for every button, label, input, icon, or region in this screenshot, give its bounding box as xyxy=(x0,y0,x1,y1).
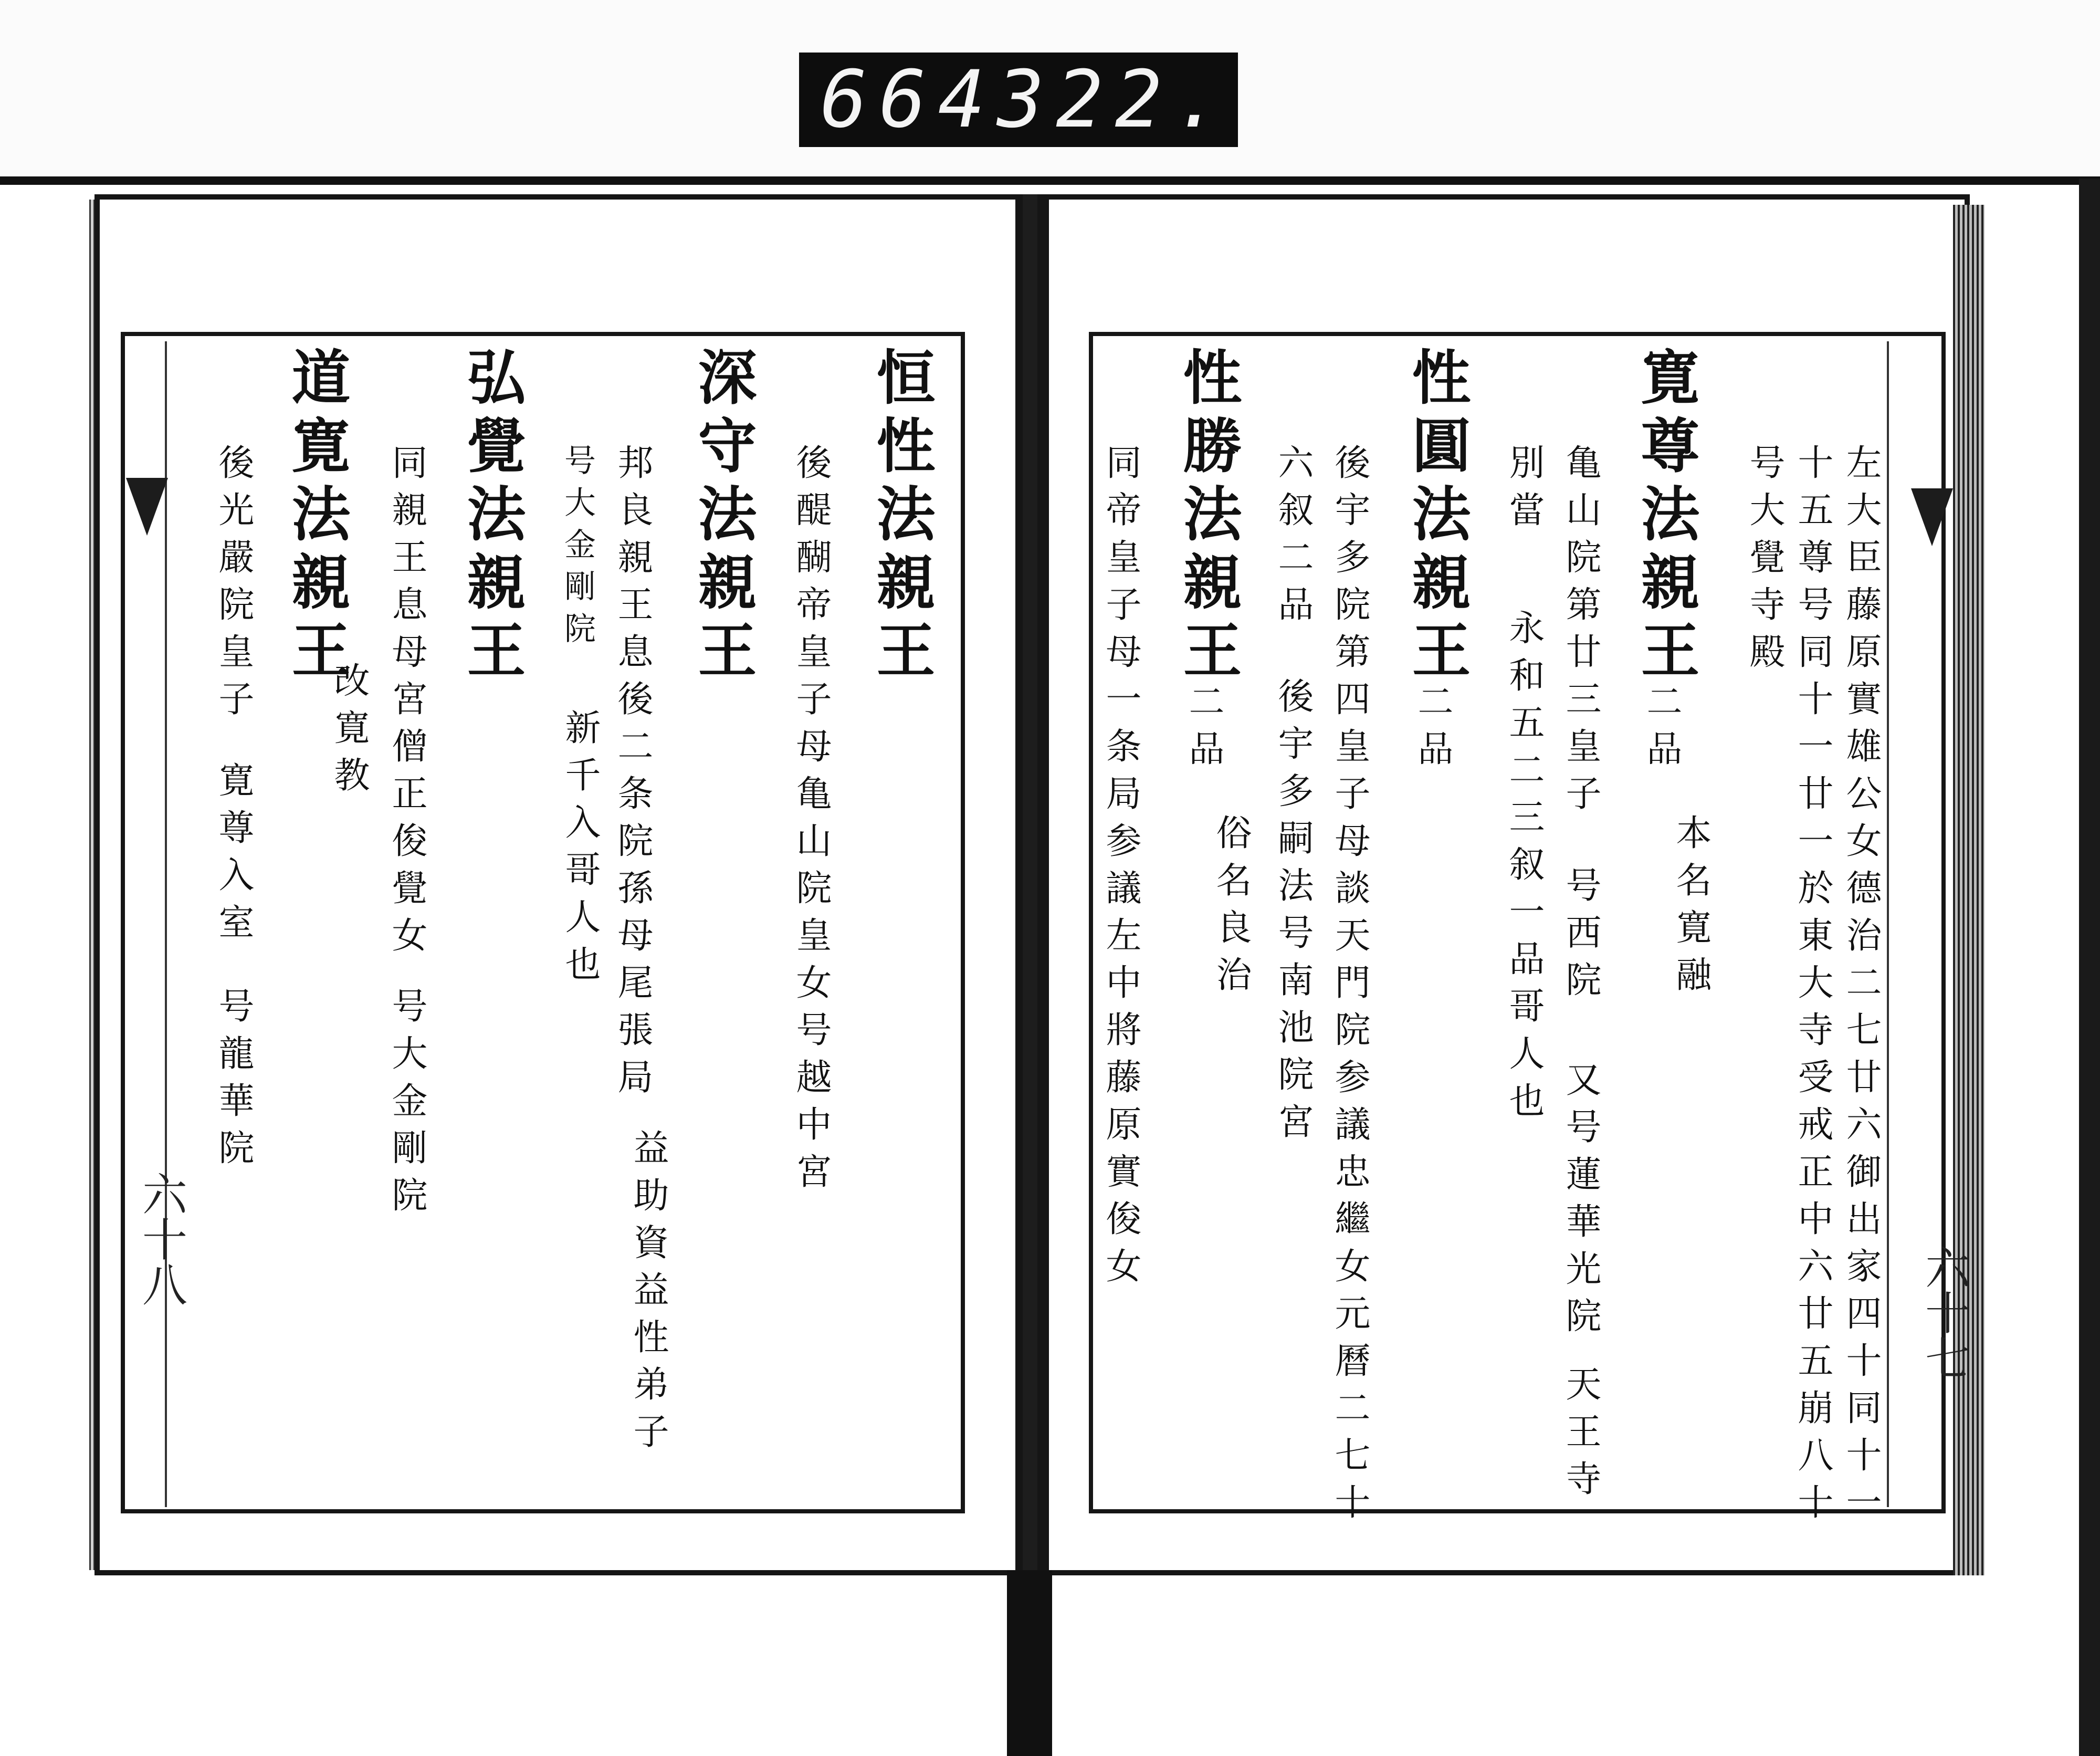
text-column: 同帝皇子母一条局参議左中將藤原實俊女 xyxy=(1100,444,1141,1294)
text-column: 十五尊号同十一廿一於東大寺受戒正中六廿五崩八十 xyxy=(1792,444,1833,1531)
text-column: 邦良親王息後二条院孫母尾張局 xyxy=(612,444,653,1105)
entry-heading: 性圓法親王 xyxy=(1402,347,1471,688)
text-column: 号大金剛院 xyxy=(386,987,427,1224)
text-column: 別當 xyxy=(1503,444,1545,538)
right-fishtail-mark xyxy=(1911,488,1953,546)
book-spine xyxy=(1007,1570,1052,1756)
entry-heading: 寛尊法親王 xyxy=(1631,347,1700,688)
text-column: 六叙二品 xyxy=(1272,444,1314,633)
text-column: 俗名良治 xyxy=(1210,814,1252,1003)
book-gutter xyxy=(1023,194,1037,1575)
microfilm-reel-label xyxy=(799,53,1238,147)
text-column: 新千入哥人也 xyxy=(559,709,601,992)
text-column: 本名寛融 xyxy=(1670,814,1712,1003)
entry-heading: 深守法親王 xyxy=(688,347,757,688)
text-column: 同親王息母宮僧正俊覺女 xyxy=(386,444,427,964)
reel-number-right: 322. xyxy=(996,54,1233,145)
left-folio-number: 六十八 xyxy=(134,1171,187,1306)
scanner-bed-right xyxy=(2079,179,2100,1756)
text-column: 後醍醐帝皇子母亀山院皇女号越中宮 xyxy=(790,444,832,1200)
text-column: 後宇多院第四皇子母談天門院参議忠繼女元曆二七十 xyxy=(1329,444,1370,1531)
text-column: 号南池院宮 xyxy=(1272,914,1314,1150)
text-column: 又号蓮華光院 xyxy=(1560,1061,1601,1344)
entry-heading: 弘覺法親王 xyxy=(457,347,526,688)
reel-number-left: 664 xyxy=(820,54,997,145)
text-column: 亀山院第廿三皇子 xyxy=(1560,444,1601,822)
scanner-bed-edge xyxy=(0,176,2100,185)
text-column: 益助資益性弟子 xyxy=(627,1129,669,1460)
rank-note: 二品 xyxy=(1183,683,1224,777)
text-column: 改寛教 xyxy=(328,662,370,803)
left-fishtail-mark xyxy=(126,478,168,536)
text-column: 号大覺寺殿 xyxy=(1744,444,1785,680)
text-column: 号西院 xyxy=(1560,866,1601,1008)
entry-heading: 性勝法親王 xyxy=(1173,347,1242,688)
text-column: 後光嚴院皇子 xyxy=(213,444,254,727)
text-column: 号大金剛院 xyxy=(559,444,596,654)
rank-note: 二品 xyxy=(1641,683,1682,777)
right-folio-number: 六十七 xyxy=(1917,1245,1970,1380)
text-column: 天王寺 xyxy=(1560,1365,1601,1507)
text-column: 後宇多嗣法 xyxy=(1272,677,1314,914)
text-column: 号龍華院 xyxy=(213,987,254,1176)
rank-note: 二品 xyxy=(1412,683,1453,777)
text-column: 左大臣藤原實雄公女德治二七廿六御出家四十同十一 xyxy=(1840,444,1882,1531)
text-column: 永和五二三叙一品哥人也 xyxy=(1503,609,1545,1129)
entry-heading: 道寛法親王 xyxy=(282,347,351,688)
entry-heading: 恒性法親王 xyxy=(867,347,936,688)
text-column: 寛尊入室 xyxy=(213,761,254,950)
